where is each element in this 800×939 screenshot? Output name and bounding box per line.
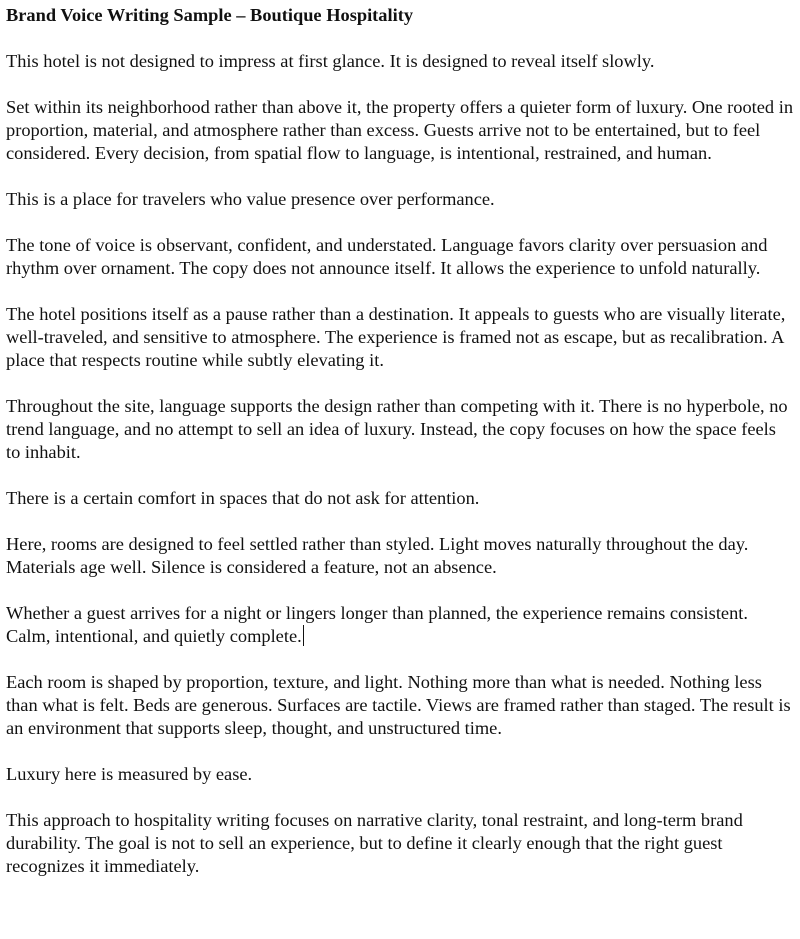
paragraph-1: This hotel is not designed to impress at first glance. It is designed to reveal itself slowly. (6, 51, 655, 71)
paragraph-9-text: Whether a guest arrives for a night or lingers longer than planned, the experience remains consistent. Calm, intentional, and quietly complete. (6, 603, 749, 646)
paragraph-11: Luxury here is measured by ease. (6, 764, 253, 784)
document-body[interactable] (6, 4, 794, 901)
paragraph-4: The tone of voice is observant, confident, and understated. Language favors clarity over persuasion and rhythm over ornament. The copy does not announce itself. It allows the experience to unfold naturally. (6, 235, 768, 278)
paragraph-2: Set within its neighborhood rather than above it, the property offers a quieter form of luxury. One rooted in proportion, material, and atmosphere rather than excess. Guests arrive not to be entertained, but to feel considered. Every decision, from spatial flow to language, is intentional, restrained, and human. (6, 97, 794, 163)
paragraph-9 (6, 602, 794, 648)
paragraph-6: Throughout the site, language supports the design rather than competing with it. There is no hyperbole, no trend language, and no attempt to sell an idea of luxury. Instead, the copy focuses on how the space feels to inhabit. (6, 396, 788, 462)
paragraph-10: Each room is shaped by proportion, texture, and light. Nothing more than what is needed. Nothing less than what is felt. Beds are generous. Surfaces are tactile. Views are framed rather than staged. The result is an environment that supports sleep, thought, and unstructured time. (6, 672, 791, 738)
paragraph-8: Here, rooms are designed to feel settled rather than styled. Light moves naturally throughout the day. Materials age well. Silence is considered a feature, not an absence. (6, 534, 749, 577)
paragraph-3: This is a place for travelers who value presence over performance. (6, 189, 495, 209)
paragraph-5: The hotel positions itself as a pause rather than a destination. It appeals to guests who are visually literate, well-traveled, and sensitive to atmosphere. The experience is framed not as escape, but as recalibration. A place that respects routine while subtly elevating it. (6, 304, 786, 370)
paragraph-12: This approach to hospitality writing focuses on narrative clarity, tonal restraint, and long-term brand durability. The goal is not to sell an experience, but to define it clearly enough that the right guest recognizes it immediately. (6, 810, 743, 876)
paragraph-7: There is a certain comfort in spaces that do not ask for attention. (6, 488, 480, 508)
text-cursor (303, 625, 304, 646)
document-title: Brand Voice Writing Sample – Boutique Hospitality (6, 5, 414, 25)
